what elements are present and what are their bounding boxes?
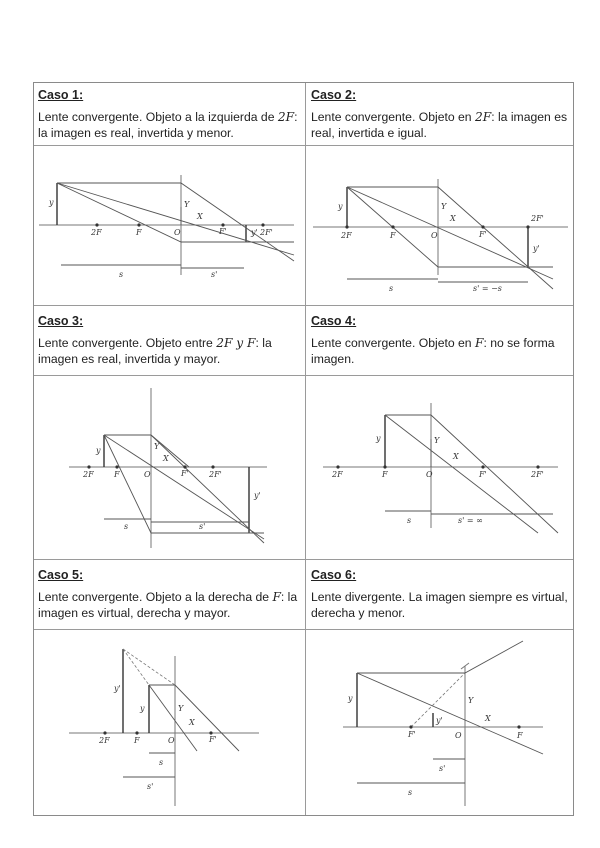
case-3-desc: Lente convergente. Objeto entre 2F y F: la imagen es real, invertida y mayor. bbox=[38, 336, 272, 366]
case-5-label-f: F bbox=[134, 736, 140, 745]
case-3-label-s: s bbox=[124, 522, 129, 531]
case-5-label-s: s bbox=[159, 758, 164, 767]
case-4-label-fp: F' bbox=[479, 470, 487, 479]
case-6-label-o: O bbox=[455, 731, 462, 740]
case-1-label-y: y bbox=[49, 198, 54, 207]
case-2-label-y: y bbox=[338, 202, 343, 211]
case-3-label-fp: F' bbox=[181, 469, 189, 478]
case-1-text bbox=[38, 87, 300, 141]
case-1-label-yp: y' bbox=[251, 228, 258, 237]
row-divider-1b bbox=[34, 305, 573, 306]
case-3-diagram bbox=[39, 383, 301, 553]
case-1-label-f: F bbox=[136, 228, 142, 237]
row-divider-3a bbox=[34, 629, 573, 630]
case-5-label-y: y bbox=[140, 704, 145, 713]
column-divider bbox=[305, 83, 306, 815]
case-2-label-2fp: 2F' bbox=[531, 214, 544, 223]
case-3-label-sp: s' bbox=[199, 522, 206, 531]
case-2-label-sp: s' = −s bbox=[473, 284, 502, 293]
case-4-desc: Lente convergente. Objeto en F: no se forma imagen. bbox=[311, 336, 555, 366]
case-4-label-X: X bbox=[453, 452, 459, 461]
case-4-diagram bbox=[313, 403, 575, 543]
case-5-title: Caso 5: bbox=[38, 568, 84, 582]
case-5-diagram bbox=[39, 641, 301, 811]
case-6-diagram bbox=[313, 641, 575, 811]
case-4-title: Caso 4: bbox=[311, 314, 357, 328]
case-2-label-fp: F' bbox=[479, 230, 487, 239]
case-4-label-o: O bbox=[426, 470, 433, 479]
case-1-label-2fp: 2F' bbox=[260, 228, 273, 237]
case-6-text bbox=[311, 567, 573, 621]
case-5-label-sp: s' bbox=[147, 782, 154, 791]
case-2-diagram bbox=[313, 179, 575, 299]
case-2-label-f: F bbox=[390, 231, 396, 240]
case-1-desc: Lente convergente. Objeto a la izquierda de 2F: la imagen es real, invertida y menor. bbox=[38, 110, 298, 140]
case-5-text bbox=[38, 567, 300, 621]
case-1-title: Caso 1: bbox=[38, 88, 84, 102]
case-5-label-fp: F' bbox=[209, 735, 217, 744]
case-2-title: Caso 2: bbox=[311, 88, 357, 102]
case-1-label-o: O bbox=[174, 228, 181, 237]
case-4-label-Y: Y bbox=[434, 436, 440, 445]
case-3-label-2fp: 2F' bbox=[209, 470, 222, 479]
case-3-label-y: y bbox=[96, 446, 101, 455]
case-6-label-fp: F' bbox=[408, 730, 416, 739]
case-6-label-sp: s' bbox=[439, 764, 446, 773]
cases-sheet bbox=[33, 82, 574, 816]
case-6-label-y: y bbox=[348, 694, 353, 703]
case-2-text bbox=[311, 87, 573, 141]
case-4-label-2fp: 2F' bbox=[531, 470, 544, 479]
case-1-label-s: s bbox=[119, 270, 124, 279]
case-2-label-2f: 2F bbox=[341, 231, 352, 240]
case-6-label-Y: Y bbox=[468, 696, 474, 705]
case-6-label-s: s bbox=[408, 788, 413, 797]
case-4-text bbox=[311, 313, 573, 367]
case-2-desc: Lente convergente. Objeto en 2F: la imagen es real, invertida e igual. bbox=[311, 110, 568, 140]
case-6-title: Caso 6: bbox=[311, 568, 357, 582]
case-1-label-Y: Y bbox=[184, 200, 190, 209]
case-4-label-2f: 2F bbox=[332, 470, 343, 479]
case-5-label-yp: y' bbox=[114, 684, 121, 693]
case-3-label-o: O bbox=[144, 470, 151, 479]
case-5-label-2f: 2F bbox=[99, 736, 110, 745]
case-3-label-f: F bbox=[114, 470, 120, 479]
case-2-label-Y: Y bbox=[441, 202, 447, 211]
case-1-label-X: X bbox=[197, 212, 203, 221]
case-3-text bbox=[38, 313, 300, 367]
row-divider-2a bbox=[34, 375, 573, 376]
case-1-label-fp: F' bbox=[219, 227, 227, 236]
case-4-label-sp: s' = ∞ bbox=[458, 516, 483, 525]
case-2-label-o: O bbox=[431, 231, 438, 240]
case-5-label-X: X bbox=[189, 718, 195, 727]
case-4-label-f: F bbox=[382, 470, 388, 479]
case-3-label-Y: Y bbox=[154, 442, 160, 451]
case-3-label-X: X bbox=[163, 454, 169, 463]
case-2-label-yp: y' bbox=[533, 244, 540, 253]
case-4-label-s: s bbox=[407, 516, 412, 525]
case-3-label-2f: 2F bbox=[83, 470, 94, 479]
case-5-label-o: O bbox=[168, 736, 175, 745]
case-6-desc: Lente divergente. La imagen siempre es virtual, derecha y menor. bbox=[311, 590, 568, 620]
case-2-label-s: s bbox=[389, 284, 394, 293]
case-6-label-X: X bbox=[485, 714, 491, 723]
case-5-label-Y: Y bbox=[178, 704, 184, 713]
case-3-title: Caso 3: bbox=[38, 314, 84, 328]
case-5-desc: Lente convergente. Objeto a la derecha de F: la imagen es virtual, derecha y mayor. bbox=[38, 590, 298, 620]
case-4-label-y: y bbox=[376, 434, 381, 443]
case-3-label-yp: y' bbox=[254, 491, 261, 500]
case-6-label-yp: y' bbox=[436, 716, 443, 725]
row-divider-2b bbox=[34, 559, 573, 560]
case-1-label-2f: 2F bbox=[91, 228, 102, 237]
case-1-label-sp: s' bbox=[211, 270, 218, 279]
row-divider-1a bbox=[34, 145, 573, 146]
case-6-label-f: F bbox=[517, 731, 523, 740]
case-2-label-X: X bbox=[450, 214, 456, 223]
case-1-diagram bbox=[39, 175, 301, 295]
